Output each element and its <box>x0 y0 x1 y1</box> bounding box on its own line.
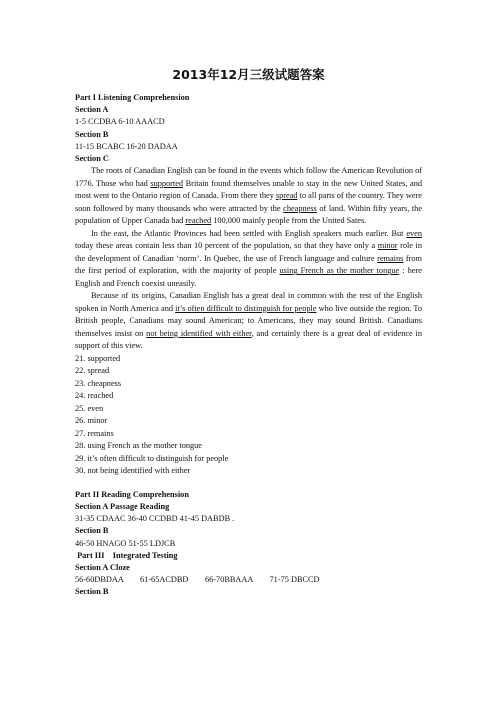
p1-text-2: Britain found themselves unable to stay in the new United States, and most went to the Ontario region of Canada. From there they <box>75 178 422 201</box>
dictation-answer-list <box>75 353 422 478</box>
part2-section-a-answers: 31-35 CDAAC 36-40 CCDBD 41-45 DABDB . <box>75 514 235 524</box>
p3-text-3: , and certainly there is a great deal of evidence in support of this view. <box>75 328 422 351</box>
p1-text-1: The roots of Canadian English can be found in the events which follow the American Revolution of 1776. Those who had <box>75 166 422 188</box>
p1-text-4: of land. Within fifty years, the population of Upper Canada had <box>75 203 422 226</box>
part1-section-c-label: Section C <box>75 154 109 164</box>
part1-section-b-label: Section B <box>75 129 109 139</box>
p2-text-4: from the first period of exploration, with the majority of people <box>75 253 422 276</box>
p2-text-1: In the east, the Atlantic Provinces had been settled with English speakers much earlier. But <box>91 228 407 238</box>
p2-text-2: today these areas contain less than 10 percent of the population, so that they have only a <box>75 241 378 251</box>
p1-blank-2: spread <box>275 191 298 201</box>
part2-section-a-label: Section A Passage Reading <box>75 501 170 511</box>
p3-blank-1: it’s often difficult to distinguish for people <box>175 303 317 313</box>
p1-blank-3: cheapness <box>283 203 317 213</box>
dictation-paragraph-3 <box>75 290 422 353</box>
answer-item: 30. not being identified with either <box>75 466 191 476</box>
p2-blank-1: even <box>406 228 422 238</box>
part3-section-b-label: Section B <box>75 587 109 597</box>
answer-item: 23. cheapness <box>75 378 122 388</box>
answer-item: 26. minor <box>75 416 108 426</box>
part1-heading: Part I Listening Comprehension <box>75 93 190 102</box>
part2-section-b-answers: 46-50 HNAGO 51-55 LDJCB <box>75 538 176 548</box>
answer-item: 27. remains <box>75 428 114 438</box>
part3-section-a-answers: 56-60DBDAA 61-65ACDBD 66-70BBAAA 71-75 DBCCD <box>75 575 320 585</box>
answer-item: 29. it’s often difficult to distinguish for people <box>75 453 229 463</box>
part1-section-b-answers: 11-15 BCABC 16-20 DADAA <box>75 141 178 151</box>
part3-section-a-label: Section A Cloze <box>75 562 130 572</box>
part2-heading: Part II Reading Comprehension <box>75 489 189 499</box>
p3-text-1: Because of its origins, Canadian English has a great deal in common with the rest of the English spoken in North America and <box>75 291 422 313</box>
p2-text-5: : here English and French coexist uneasily. <box>75 266 422 288</box>
part2-section-b-label: Section B <box>75 526 109 536</box>
p2-blank-4: using French as the mother tongue <box>279 266 400 276</box>
p2-blank-2: minor <box>377 241 398 251</box>
dictation-paragraph-1 <box>75 165 422 228</box>
p3-blank-2: not being identified with either <box>146 328 252 338</box>
p1-text-3: to all parts of the country. They were soon followed by many thousands who were attracted by the <box>75 191 422 213</box>
document-title: 2013年12月三级试题答案 <box>172 67 325 82</box>
p2-text-3: role in the development of Canadian ‘norm’. In Quebec, the use of French language and culture <box>75 241 422 263</box>
p1-text-5: 100,000 mainly people from the United Sates. <box>211 216 367 226</box>
answer-item: 25. even <box>75 403 104 413</box>
part1-section-a-answers: 1-5 CCDBA 6-10 AAACD <box>75 117 165 127</box>
p1-blank-4: reached <box>185 216 212 226</box>
p1-blank-1: supported <box>150 178 184 188</box>
dictation-paragraph-2 <box>75 228 422 291</box>
answer-item: 22. spread <box>75 366 110 376</box>
answer-item: 24. reached <box>75 391 114 401</box>
answer-item: 21. supported <box>75 353 121 363</box>
part1-section-a-label: Section A <box>75 105 109 115</box>
p2-blank-3: remains <box>377 253 404 263</box>
p3-text-2: who live outside the region. To British people, Canadians may sound American; to Americans, they may sound British. Canadians themselves insist on <box>75 303 422 338</box>
part3-heading: Part III Integrated Testing <box>75 550 178 560</box>
answer-item: 28. using French as the mother tongue <box>75 441 202 451</box>
